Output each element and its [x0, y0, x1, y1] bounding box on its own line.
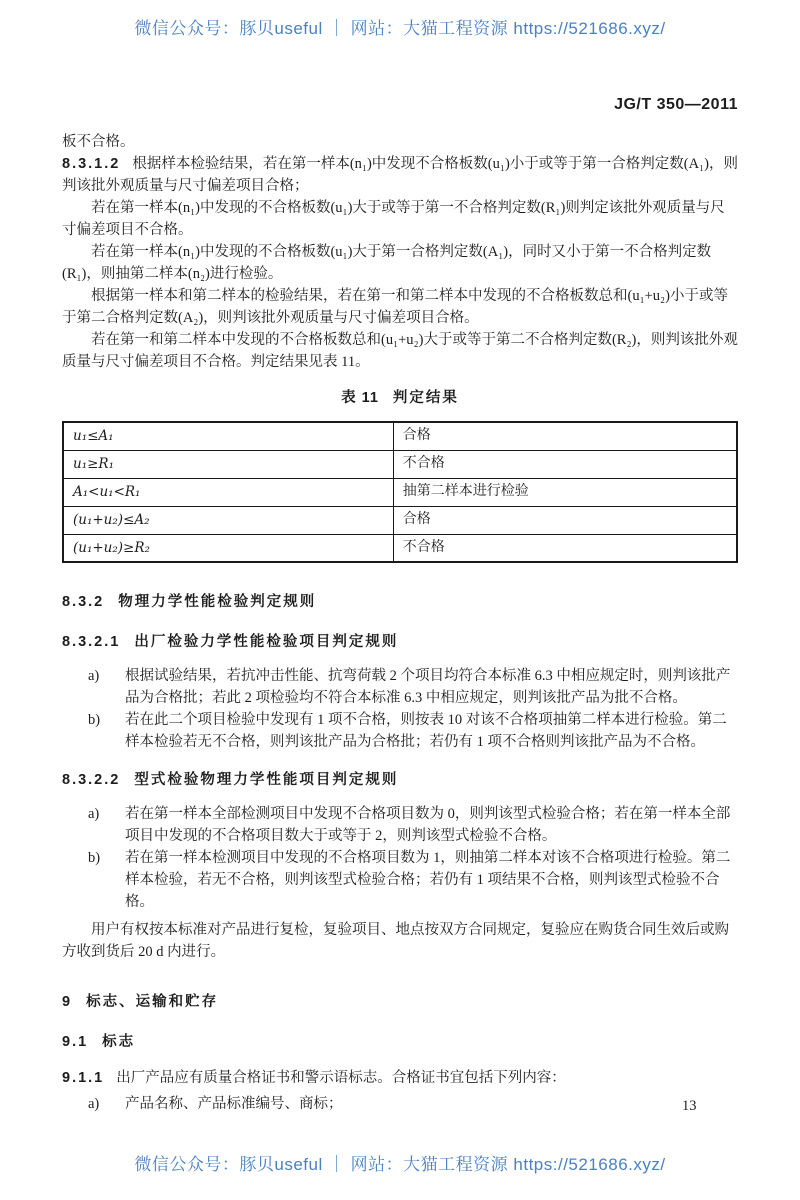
- heading-number: 9: [62, 994, 73, 1010]
- paragraph-continuation: 板不合格。: [62, 134, 135, 150]
- clause-9-1-1: [62, 1067, 738, 1089]
- list-item: [62, 1093, 738, 1115]
- list-item-label: a): [88, 668, 100, 684]
- condition-cell: A₁<u₁<R₁: [63, 478, 393, 506]
- paragraph: 若在第一样本(n₁)中发现的不合格板数(u₁)大于第一合格判定数(A₁)，同时又小于第一不合格判定数(R₁)，则抽第二样本(n₂)进行检验。: [62, 244, 712, 282]
- paragraph: 若在第一和第二样本中发现的不合格板数总和(u₁+u₂)大于或等于第二不合格判定数(R₂)，则判该批外观质量与尺寸偏差项目不合格。判定结果见表 11。: [62, 332, 738, 370]
- clause-8-3-1-2: [62, 153, 738, 197]
- heading-9-1: [62, 1031, 738, 1053]
- clause-number: 8.3.1.2: [62, 156, 121, 172]
- table-row: [63, 450, 737, 478]
- heading-number: 8.3.2: [62, 594, 105, 610]
- table-row: [63, 422, 737, 450]
- judgement-table: [62, 421, 738, 563]
- clause-number: 9.1.1: [62, 1070, 105, 1086]
- condition-cell: (u₁+u₂)≥R₂: [63, 534, 393, 562]
- paragraph: 若在第一样本(n₁)中发现的不合格板数(u₁)大于或等于第一不合格判定数(R₁)则判定该批外观质量与尺寸偏差项目不合格。: [62, 200, 725, 238]
- watermark-bottom: 微信公众号：豚贝useful ｜ 网站：大猫工程资源 https://521686.xyz/: [134, 1155, 666, 1174]
- heading-8-3-2-2: [62, 769, 738, 791]
- heading-title: 物理力学性能检验判定规则: [118, 594, 317, 610]
- list-item: [62, 847, 738, 913]
- condition-cell: (u₁+u₂)≤A₂: [63, 506, 393, 534]
- table-caption-title: 判定结果: [392, 390, 459, 406]
- table-caption-label: 表 11: [341, 390, 379, 406]
- heading-8-3-2: [62, 591, 738, 613]
- table-row: [63, 478, 737, 506]
- table-caption: [62, 387, 738, 409]
- result-cell: 合格: [393, 422, 737, 450]
- result-cell: 不合格: [393, 534, 737, 562]
- table-row: [63, 506, 737, 534]
- list-item-label: b): [88, 712, 101, 728]
- heading-9: [62, 991, 738, 1013]
- heading-number: 8.3.2.2: [62, 772, 121, 788]
- list-item-text: 根据试验结果，若抗冲击性能、抗弯荷载 2 个项目均符合本标准 6.3 中相应规定时，则判该批产品为合格批；若此 2 项检验均不符合本标准 6.3 中相应规定，则判该批产品为批不合格。: [125, 668, 731, 706]
- result-cell: 合格: [393, 506, 737, 534]
- list-item: [62, 709, 738, 753]
- page-number: 13: [682, 1098, 697, 1114]
- list-item-text: 产品名称、产品标准编号、商标；: [125, 1096, 343, 1112]
- heading-number: 9.1: [62, 1034, 89, 1050]
- paragraph-recheck: 用户有权按本标准对产品进行复检，复验项目、地点按双方合同规定，复验应在购货合同生效后或购方收到货后 20 d 内进行。: [62, 922, 729, 960]
- heading-8-3-2-1: [62, 631, 738, 653]
- list-item-label: a): [88, 806, 100, 822]
- list-item-text: 若在第一样本全部检测项目中发现不合格项目数为 0，则判该型式检验合格；若在第一样本全部项目中发现的不合格项目数大于或等于 2，则判该型式检验不合格。: [125, 806, 731, 844]
- condition-cell: u₁≥R₁: [63, 450, 393, 478]
- result-cell: 不合格: [393, 450, 737, 478]
- clause-text: 根据样本检验结果，若在第一样本(n₁)中发现不合格板数(u₁)小于或等于第一合格判定数(A₁)，则判该批外观质量与尺寸偏差项目合格；: [62, 156, 738, 194]
- page-content: [62, 131, 738, 1115]
- heading-number: 8.3.2.1: [62, 634, 121, 650]
- watermark-top: 微信公众号：豚贝useful ｜ 网站：大猫工程资源 https://521686.xyz/: [134, 19, 666, 38]
- result-cell: 抽第二样本进行检验: [393, 478, 737, 506]
- list-item-label: a): [88, 1096, 100, 1112]
- paragraph: 根据第一样本和第二样本的检验结果，若在第一和第二样本中发现的不合格板数总和(u₁+u₂)小于或等于第二合格判定数(A₂)，则判该批外观质量与尺寸偏差项目合格。: [62, 288, 728, 326]
- list-item: [62, 803, 738, 847]
- list-item-label: b): [88, 850, 101, 866]
- heading-title: 标志、运输和贮存: [86, 994, 219, 1010]
- heading-title: 出厂检验力学性能检验项目判定规则: [134, 634, 399, 650]
- doc-number: JG/T 350—2011: [614, 96, 738, 113]
- condition-cell: u₁≤A₁: [63, 422, 393, 450]
- clause-text: 出厂产品应有质量合格证书和警示语标志。合格证书宜包括下列内容：: [116, 1070, 566, 1086]
- table-row: [63, 534, 737, 562]
- list-item-text: 若在第一样本检测项目中发现的不合格项目数为 1，则抽第二样本对该不合格项进行检验。第二样本检验，若无不合格，则判该型式检验合格；若仍有 1 项结果不合格，则判该型式检验不合格。: [125, 850, 731, 910]
- heading-title: 标志: [102, 1034, 136, 1050]
- heading-title: 型式检验物理力学性能项目判定规则: [134, 772, 399, 788]
- list-item-text: 若在此二个项目检验中发现有 1 项不合格，则按表 10 对该不合格项抽第二样本进行检验。第二样本检验若无不合格，则判该批产品为合格批；若仍有 1 项不合格则判该批产品为不合格。: [125, 712, 727, 750]
- list-item: [62, 665, 738, 709]
